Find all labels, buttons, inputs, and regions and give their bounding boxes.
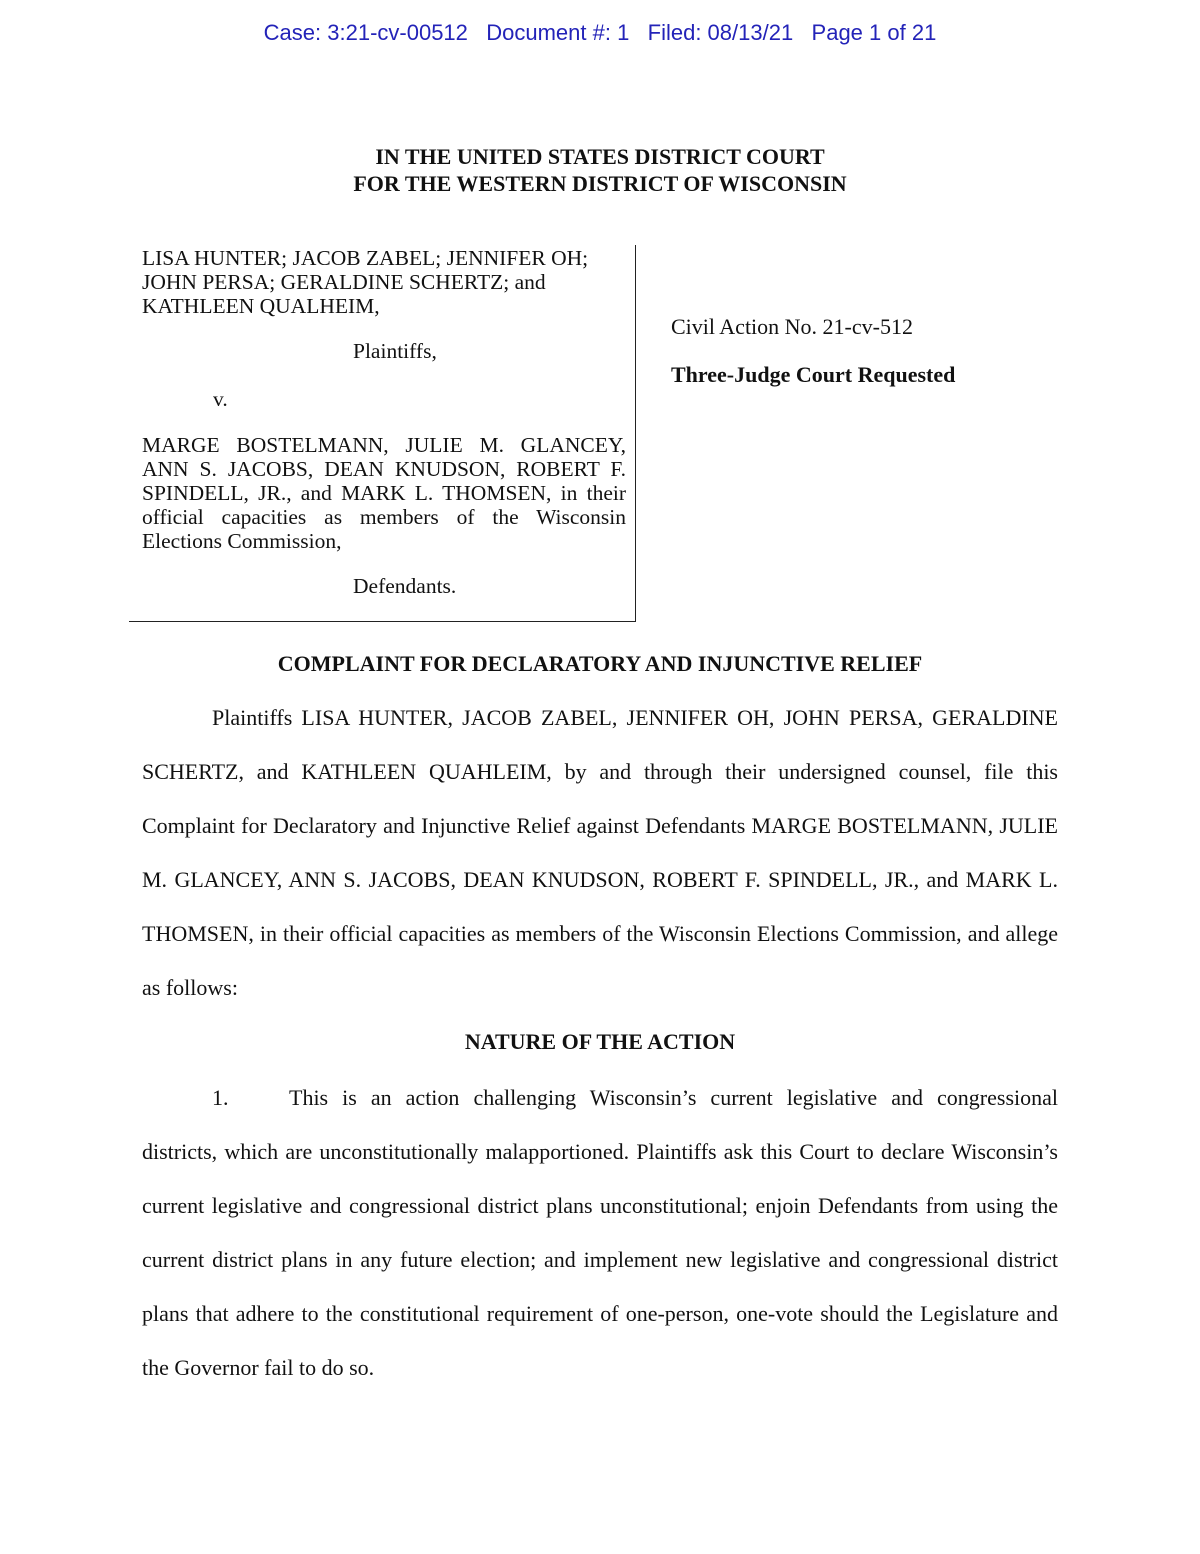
three-judge-request: Three-Judge Court Requested: [671, 362, 956, 387]
numbered-paragraph: [142, 1071, 1058, 1395]
versus-label: v.: [213, 387, 228, 411]
defendant-names: MARGE BOSTELMANN, JULIE M. GLANCEY, ANN S. JACOBS, DEAN KNUDSON, ROBERT F. SPINDELL, JR., and MARK L. THOMSEN, in their official capacities as members of the Wisconsin Elections Commission,: [142, 433, 626, 553]
case-caption-box: [129, 245, 636, 622]
paragraph-text: This is an action challenging Wisconsin’s current legislative and congressional districts, which are unconstitutionally malapportioned. Plaintiffs ask this Court to declare Wisconsin’s current legislative and congressional district plans unconstitutional; enjoin Defendants from using the current district plans in any future election; and implement new legislative and congressional district plans that adhere to the constitutional requirement of one-person, one-vote should the Legislature and the Governor fail to do so.: [142, 1085, 1058, 1380]
court-name-line-2: FOR THE WESTERN DISTRICT OF WISCONSIN: [353, 171, 847, 196]
ecf-filing-header: Case: 3:21-cv-00512 Document #: 1 Filed: 08/13/21 Page 1 of 21: [263, 20, 937, 45]
defendants-label: Defendants.: [353, 574, 457, 598]
paragraph-number: 1.: [212, 1085, 229, 1110]
plaintiff-names: LISA HUNTER; JACOB ZABEL; JENNIFER OH; JOHN PERSA; GERALDINE SCHERTZ; and KATHLEEN QUALHEIM,: [142, 246, 589, 318]
section-heading: NATURE OF THE ACTION: [464, 1029, 736, 1054]
court-name: [0, 143, 1200, 197]
intro-paragraph: Plaintiffs LISA HUNTER, JACOB ZABEL, JENNIFER OH, JOHN PERSA, GERALDINE SCHERTZ, and KATHLEEN QUAHLEIM, by and through their undersigned counsel, file this Complaint for Declaratory and Injunctive Relief against Defendants MARGE BOSTELMANN, JULIE M. GLANCEY, ANN S. JACOBS, DEAN KNUDSON, ROBERT F. SPINDELL, JR., and MARK L. THOMSEN, in their official capacities as members of the Wisconsin Elections Commission, and allege as follows:: [142, 705, 1058, 1000]
document-title: COMPLAINT FOR DECLARATORY AND INJUNCTIVE RELIEF: [277, 651, 923, 676]
court-name-line-1: IN THE UNITED STATES DISTRICT COURT: [375, 144, 825, 169]
plaintiffs-label: Plaintiffs,: [353, 339, 437, 363]
civil-action-number: Civil Action No. 21-cv-512: [671, 314, 913, 339]
